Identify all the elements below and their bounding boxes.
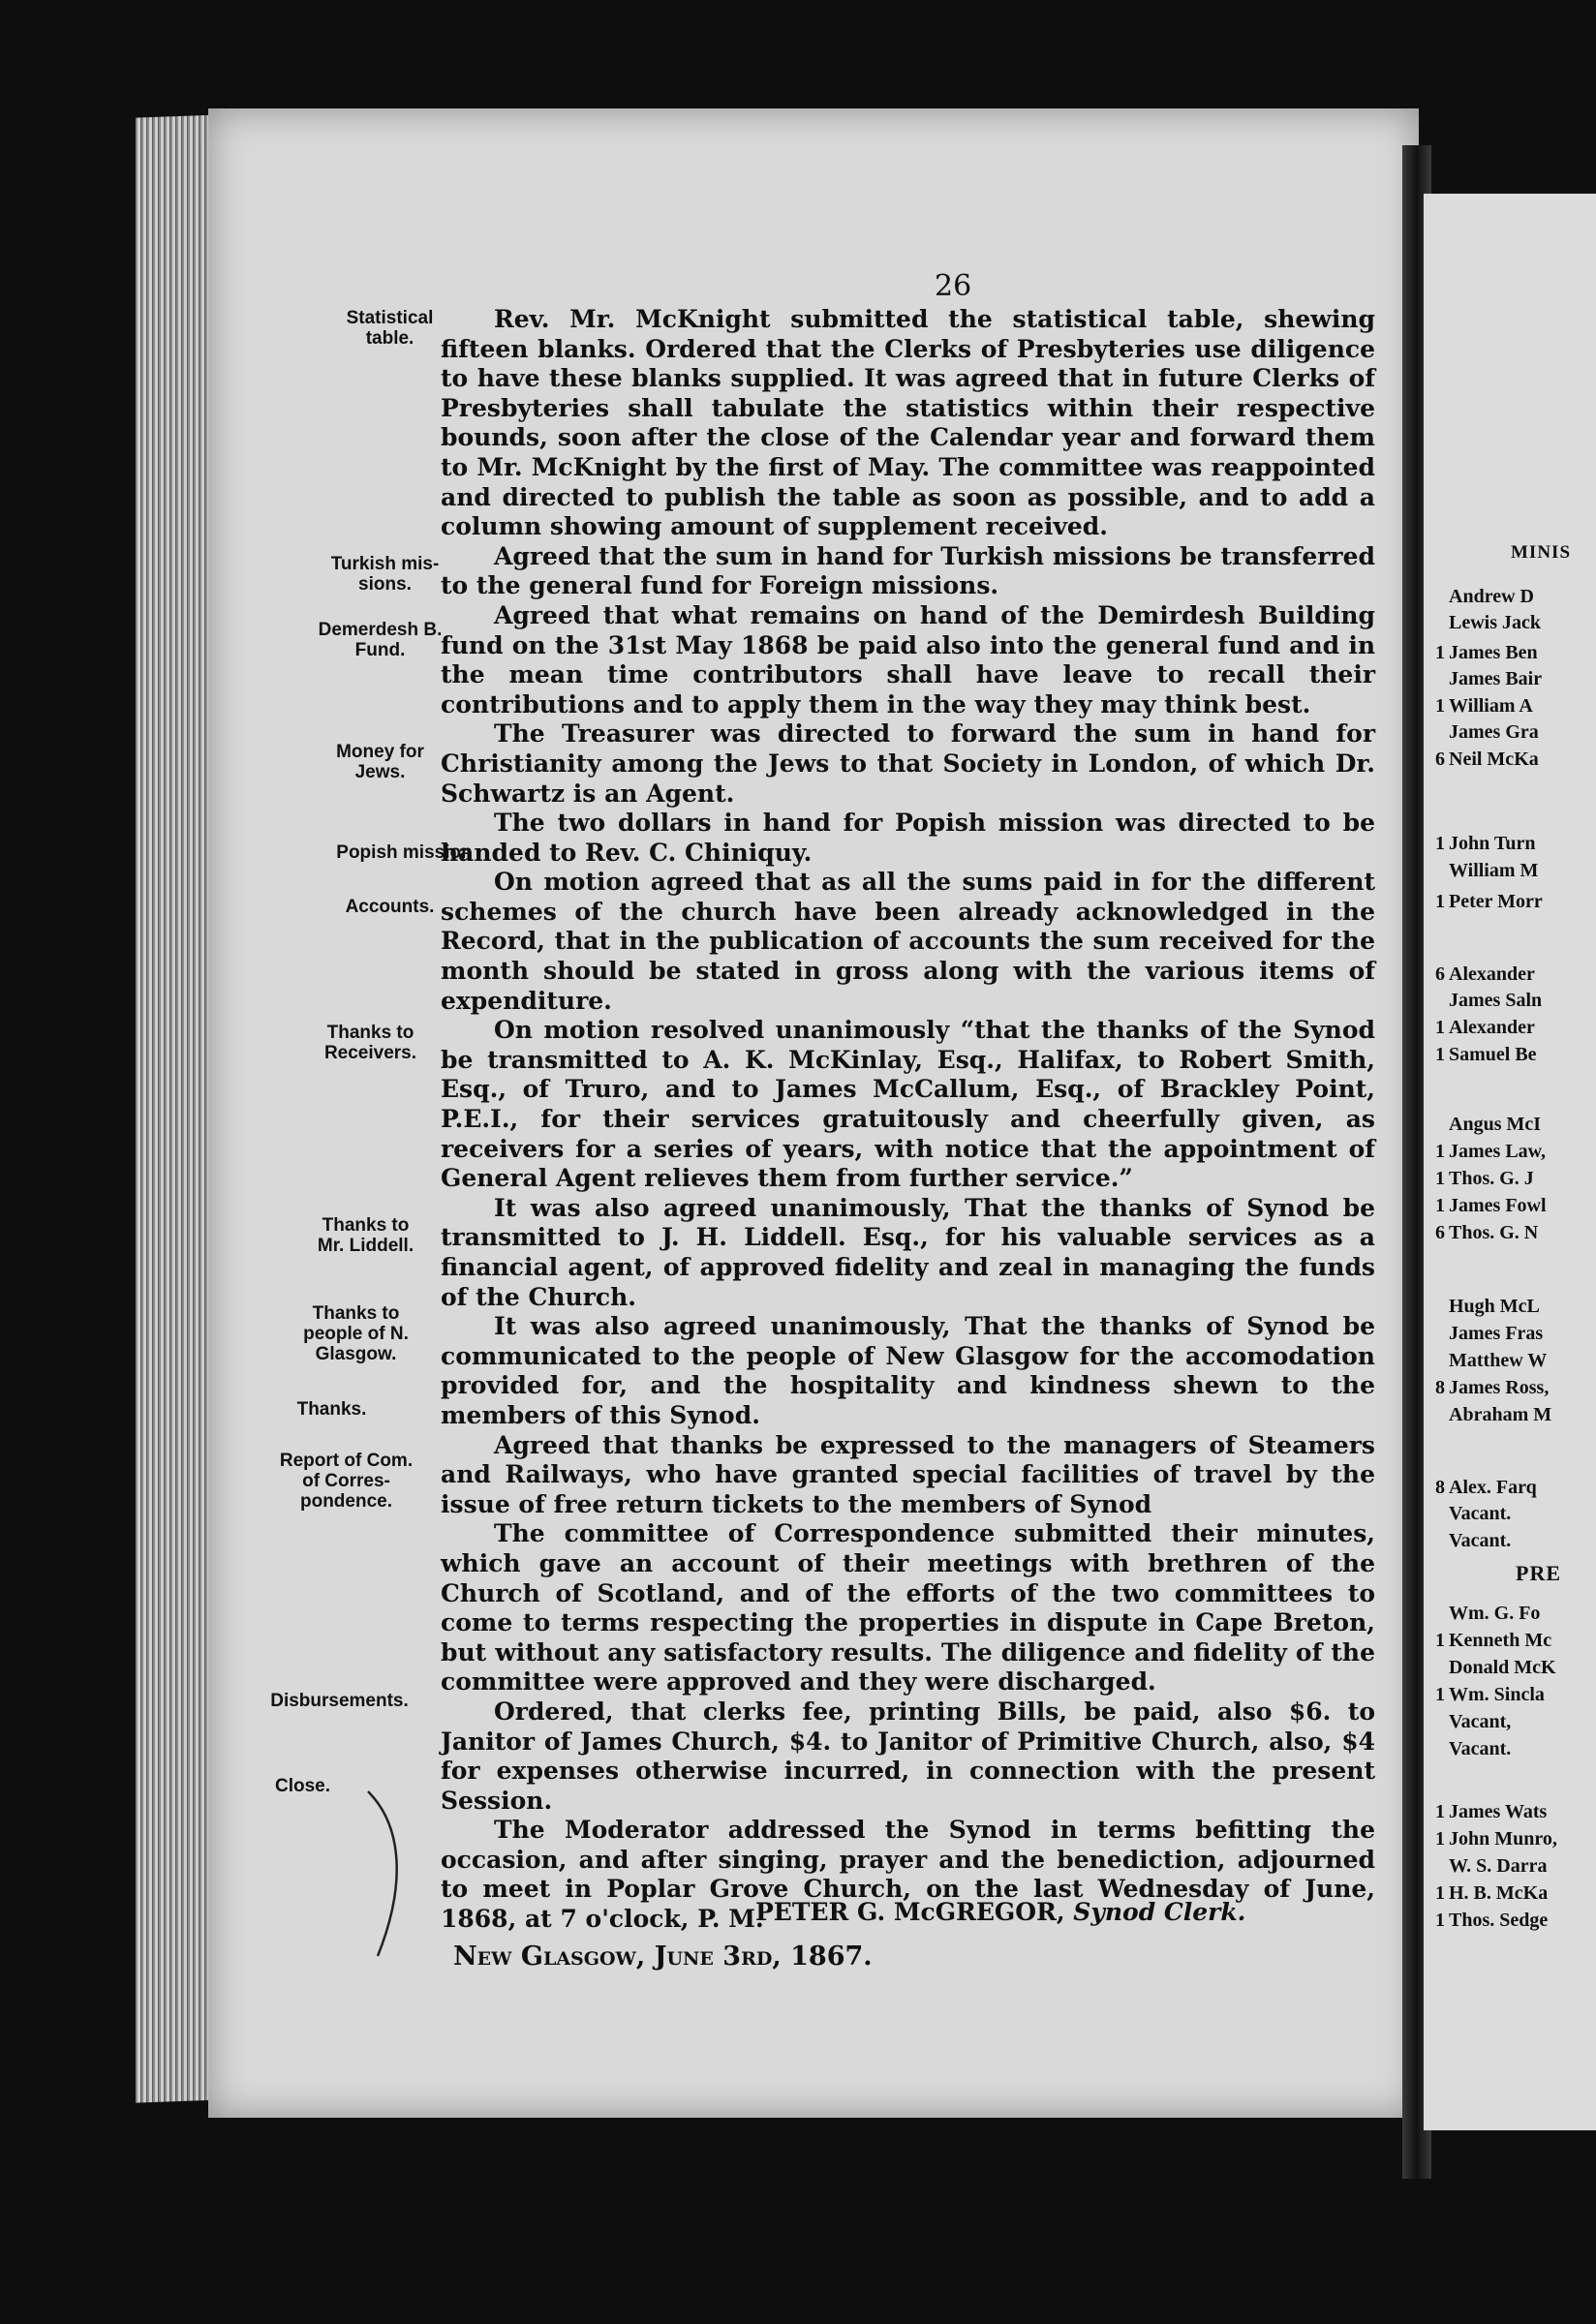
dateline: New Glasgow, June 3rd, 1867. — [453, 1942, 873, 1972]
right-page-list-text: Thos. G. J — [1449, 1168, 1534, 1189]
right-page-list-text: Abraham M — [1449, 1404, 1552, 1425]
right-page-list-text: Wm. G. Fo — [1449, 1603, 1541, 1624]
right-page-list-item — [1424, 695, 1533, 718]
right-page-list-item — [1424, 612, 1541, 634]
margin-note-statistical-table: Statistical table. — [346, 308, 434, 349]
right-page-list-item — [1424, 1168, 1534, 1190]
right-page-list-item — [1424, 833, 1536, 855]
paragraph-thanks-railways: Agreed that thanks be expressed to the managers of Steamers and Railways, who have granted special facilities of travel by the issue of free return tickets to the members of Synod — [441, 1430, 1375, 1518]
right-page-heading-presbytery: PRE — [1516, 1561, 1561, 1585]
right-page-list-number: 1 — [1435, 1684, 1445, 1705]
right-page-list-item — [1424, 1828, 1557, 1850]
margin-note-turkish-missions: Turkish mis- sions. — [330, 554, 440, 595]
right-page-list-number: 1 — [1435, 1017, 1445, 1038]
right-page-list-number: 1 — [1435, 1044, 1445, 1065]
right-page-list-text: Peter Morr — [1449, 891, 1543, 912]
right-page-list-number: 1 — [1435, 642, 1445, 663]
right-page-list-item — [1424, 749, 1539, 771]
right-page-list-item — [1424, 1017, 1535, 1039]
right-page-list-number: 1 — [1435, 1882, 1445, 1904]
right-page-list-number: 6 — [1435, 1222, 1445, 1243]
right-page-list-number: 1 — [1435, 1828, 1445, 1850]
paragraph-thanks-to-new-glasgow: It was also agreed unanimously, That the thanks of Synod be communicated to the people of New Glasgow for the accomodation provided for, and the hospitality and kindness shewn to the members of this Synod. — [441, 1312, 1375, 1429]
right-page-list-text: Neil McKa — [1449, 749, 1539, 770]
right-page-list-item — [1424, 1377, 1549, 1399]
right-page-list-text: William A — [1449, 695, 1533, 717]
page-number: 26 — [935, 269, 972, 303]
right-page-list-item — [1424, 1195, 1547, 1217]
right-page-list-item — [1424, 1350, 1547, 1372]
right-page-list-text: James Fowl — [1449, 1195, 1547, 1216]
margin-note-close: Close. — [274, 1776, 331, 1796]
signature-role: Synod Clerk. — [1073, 1898, 1246, 1926]
right-page-list-item — [1424, 1603, 1540, 1625]
right-page-list-text: John Munro, — [1449, 1828, 1557, 1850]
signature — [755, 1898, 1245, 1926]
right-page-list-number: 1 — [1435, 1141, 1445, 1162]
right-page-list-number: 1 — [1435, 695, 1445, 717]
right-page-list-text: Vacant, — [1449, 1711, 1512, 1732]
right-page-list-number: 1 — [1435, 833, 1445, 854]
right-page-list-item — [1424, 1222, 1538, 1244]
margin-note-report-of-committee: Report of Com. of Corres- pondence. — [279, 1451, 414, 1512]
right-page-list-item — [1424, 1141, 1546, 1163]
right-page-list-text: Matthew W — [1449, 1350, 1548, 1371]
right-page-list-text: Angus McI — [1449, 1114, 1542, 1135]
right-page-list-item — [1424, 1711, 1511, 1733]
right-page-list-text: Alexander — [1449, 963, 1535, 985]
right-page-list-text: Thos. Sedge — [1449, 1910, 1549, 1931]
paragraph-accounts: On motion agreed that as all the sums paid in for the different schemes of the church have been already acknowledged in the Record, that in the publication of accounts the sum received for the month should be stated in gross along with the various items of expenditure. — [441, 868, 1375, 1015]
right-page-list-text: Hugh McL — [1449, 1296, 1540, 1317]
margin-note-popish-mission: Popish mission — [336, 842, 473, 863]
right-page-list-text: Thos. G. N — [1449, 1222, 1539, 1243]
right-page-list-number: 1 — [1435, 1801, 1445, 1822]
right-page-list-number: 1 — [1435, 1168, 1445, 1189]
right-page-list-text: Vacant. — [1449, 1530, 1512, 1551]
margin-note-money-for-jews: Money for Jews. — [336, 742, 424, 782]
right-page-list-item — [1424, 1296, 1540, 1318]
right-page-list-text: William M — [1449, 860, 1539, 881]
margin-note-thanks-to-people: Thanks to people of N. Glasgow. — [303, 1303, 409, 1364]
right-page-list-text: Lewis Jack — [1449, 612, 1541, 633]
margin-note-thanks-to-receivers: Thanks to Receivers. — [323, 1023, 417, 1063]
right-page-list-text: James Ross, — [1449, 1377, 1550, 1398]
right-page-list-number: 1 — [1435, 1630, 1445, 1651]
handwritten-brace-mark — [363, 1787, 421, 1961]
right-page-list-text: W. S. Darra — [1449, 1855, 1548, 1877]
right-page-list-item — [1424, 963, 1535, 986]
right-page-heading-ministers: MINIS — [1511, 542, 1572, 563]
right-page-list-text: Vacant. — [1449, 1738, 1512, 1759]
right-page-list-text: Vacant. — [1449, 1503, 1512, 1524]
right-page-list-text: James Gra — [1449, 721, 1539, 743]
right-page-list-item — [1424, 891, 1543, 913]
right-page-list-text: Andrew D — [1449, 586, 1534, 607]
right-page-list-number: 8 — [1435, 1377, 1445, 1398]
paragraph-money-for-jews: The Treasurer was directed to forward the sum in hand for Christianity among the Jews to that Society in London, of which Dr. Schwartz is an Agent. — [441, 719, 1375, 808]
right-page-list-item — [1424, 860, 1538, 882]
right-page-list-item — [1424, 1738, 1511, 1760]
right-page-list-text: John Turn — [1449, 833, 1536, 854]
right-page-list-text: James Wats — [1449, 1801, 1548, 1822]
paragraph-committee-of-correspondence: The committee of Correspondence submitted their minutes, which gave an account of their meetings with brethren of the Church of Scotland, and of the efforts of the two committees to come to terms respecting the properties in dispute in Cape Breton, but without any satisfactory results. The diligence and fidelity of the committee were approved and they were discharged. — [441, 1519, 1375, 1697]
right-page-list-item — [1424, 1530, 1511, 1552]
paragraph-popish-mission: The two dollars in hand for Popish mission was directed to be handed to Rev. C. Chiniquy. — [441, 809, 1375, 867]
right-page-list-item — [1424, 586, 1534, 608]
right-page-list-text: Wm. Sincla — [1449, 1684, 1545, 1705]
margin-note-demerdesh-fund: Demerdesh B. Fund. — [318, 620, 443, 660]
right-page-list-item — [1424, 1855, 1547, 1878]
paragraph-turkish-missions: Agreed that the sum in hand for Turkish missions be transferred to the general fund for Foreign missions. — [441, 541, 1375, 600]
right-page-list-text: Donald McK — [1449, 1657, 1556, 1678]
right-page-list-item — [1424, 1657, 1556, 1679]
right-page-list-text: H. B. McKa — [1449, 1882, 1549, 1904]
right-page-list-item — [1424, 1323, 1543, 1345]
right-page-list-text: James Fras — [1449, 1323, 1544, 1344]
right-page — [1424, 194, 1596, 2130]
right-page-list-item — [1424, 642, 1538, 664]
paragraph-disbursements: Ordered, that clerks fee, printing Bills, be paid, also $6. to Janitor of James Church, $4. to Janitor of Primitive Church, also, $4 for expenses otherwise incurred, in connection with the present Session. — [441, 1697, 1375, 1815]
right-page-list-text: James Saln — [1449, 990, 1543, 1011]
right-page-list-item — [1424, 1801, 1547, 1823]
right-page-list-number: 1 — [1435, 891, 1445, 912]
margin-note-disbursements: Disbursements. — [270, 1691, 409, 1711]
right-page-list-item — [1424, 1477, 1537, 1499]
paragraph-close: The Moderator addressed the Synod in terms befitting the occasion, and after singing, prayer and the benediction, adjourned to meet in Poplar Grove Church, on the last Wednesday of June, 1868, at 7 o'clock, P. M. — [441, 1816, 1375, 1934]
right-page-list-number: 1 — [1435, 1195, 1445, 1216]
right-page-list-item — [1424, 1503, 1511, 1525]
right-page-list-text: James Ben — [1449, 642, 1538, 663]
margin-note-thanks-to-liddell: Thanks to Mr. Liddell. — [317, 1215, 414, 1256]
right-page-list-item — [1424, 1630, 1551, 1652]
right-page-list-number: 6 — [1435, 963, 1445, 985]
right-page-list-text: Kenneth Mc — [1449, 1630, 1552, 1651]
margin-note-accounts: Accounts. — [345, 897, 435, 917]
minutes-body — [441, 305, 1375, 1935]
right-page-list-item — [1424, 721, 1539, 744]
right-page-list-text: Samuel Be — [1449, 1044, 1537, 1065]
right-page-list-item — [1424, 1910, 1548, 1932]
right-page-list-text: James Law, — [1449, 1141, 1546, 1162]
right-page-list-text: James Bair — [1449, 668, 1543, 689]
right-page-list-text: Alex. Farq — [1449, 1477, 1537, 1498]
right-page-list-item — [1424, 1404, 1551, 1426]
right-page-list-item — [1424, 1684, 1545, 1706]
right-page-list-number: 1 — [1435, 1910, 1445, 1931]
paragraph-thanks-to-receivers: On motion resolved unanimously “that the thanks of the Synod be transmitted to A. K. McKinlay, Esq., Halifax, to Robert Smith, Esq., of Truro, and to James McCallum, Esq., of Brackley Point, P.E.I., for their services gratuitously and cheerfully given, as receivers for a series of years, with notice that the appointment of General Agent relieves them from further service.” — [441, 1016, 1375, 1193]
right-page-list-number: 6 — [1435, 749, 1445, 770]
right-page-list-number: 8 — [1435, 1477, 1445, 1498]
right-page-list-item — [1424, 1882, 1548, 1905]
paragraph-statistical-table: Rev. Mr. McKnight submitted the statistical table, shewing fifteen blanks. Ordered that the Clerks of Presbyteries use diligence to have these blanks supplied. It was agreed that in future Clerks of Presbyteries shall tabulate the statistics within their respective bounds, soon after the close of the Calendar year and forward them to Mr. McKnight by the first of May. The committee was reappointed and directed to publish the table as soon as possible, and to add a column showing amount of supplement received. — [441, 305, 1375, 541]
right-page-list-item — [1424, 1114, 1541, 1136]
margin-note-thanks: Thanks. — [296, 1399, 367, 1420]
paragraph-demirdesh-fund: Agreed that what remains on hand of the Demirdesh Building fund on the 31st May 1868 be paid also into the general fund and in the mean time contributors shall have leave to recall their contributions and to apply them in the way they may think best. — [441, 600, 1375, 719]
right-page-list-text: Alexander — [1449, 1017, 1535, 1038]
signature-name: PETER G. McGREGOR, — [755, 1898, 1065, 1926]
right-page-list-item — [1424, 990, 1542, 1012]
right-page-list-item — [1424, 1044, 1537, 1066]
right-page-list-item — [1424, 668, 1542, 690]
paragraph-thanks-to-liddell: It was also agreed unanimously, That the thanks of Synod be transmitted to J. H. Liddell. Esq., for his valuable services as a financial agent, of approved fidelity and zeal in managing the funds of the Church. — [441, 1193, 1375, 1311]
